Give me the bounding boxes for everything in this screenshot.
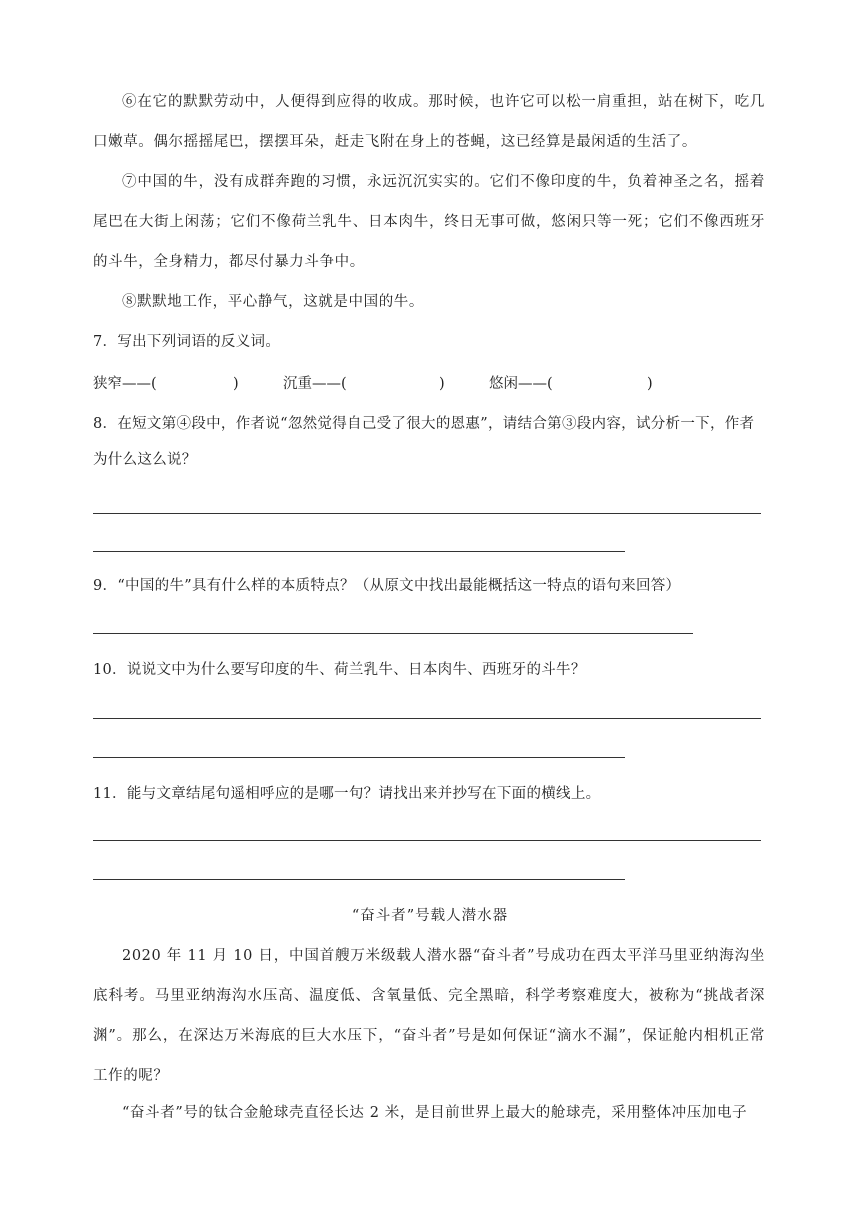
- answer-line: [93, 879, 625, 880]
- antonym-1-label: 狭窄——(: [93, 376, 157, 392]
- paragraph-6: ⑥在它的默默劳动中，人便得到应得的收成。那时候，也许它可以松一肩重担，站在树下，吃几口嫩草。偶尔摇摇尾巴，摆摆耳朵，赶走飞附在身上的苍蝇，这已经算是最闲适的生活了。: [93, 94, 765, 150]
- antonym-3-label: 悠闲——(: [489, 376, 553, 392]
- paragraph-7: ⑦中国的牛，没有成群奔跑的习惯，永远沉沉实实的。它们不像印度的牛，负着神圣之名，摇着尾巴在大街上闲荡；它们不像荷兰乳牛、日本肉牛，终日无事可做，悠闲只等一死；它们不像西班牙的斗牛，全身精力，都尽付暴力斗争中。: [93, 174, 765, 270]
- article-title: “奋斗者”号载人潜水器: [351, 908, 509, 924]
- question-8: 8．在短文第④段中，作者说“忽然觉得自己受了很大的恩惠”，请结合第③段内容，试分析一下，作者为什么这么说？: [93, 416, 755, 468]
- question-7: 7．写出下列词语的反义词。: [93, 334, 281, 350]
- question-10: 10．说说文中为什么要写印度的牛、荷兰乳牛、日本肉牛、西班牙的斗牛？: [93, 662, 586, 678]
- answer-line: [93, 718, 761, 719]
- article-paragraph-2: “奋斗者”号的钛合金舱球壳直径长达 2 米，是目前世界上最大的舱球壳，采用整体冲压加电子: [122, 1105, 748, 1121]
- antonym-2-close: ): [439, 376, 445, 392]
- antonym-3-close: ): [647, 376, 653, 392]
- answer-line: [93, 757, 625, 758]
- question-9: 9．“中国的牛”具有什么样的本质特点？（从原文中找出最能概括这一特点的语句来回答）: [93, 578, 681, 594]
- answer-line: [93, 840, 761, 841]
- paragraph-8: ⑧默默地工作，平心静气，这就是中国的牛。: [122, 294, 424, 310]
- antonym-2-label: 沉重——(: [283, 376, 347, 392]
- antonym-1-close: ): [233, 376, 239, 392]
- question-11: 11．能与文章结尾句遥相呼应的是哪一句？请找出来并抄写在下面的横线上。: [93, 786, 601, 802]
- answer-line: [93, 513, 761, 514]
- answer-line: [93, 551, 625, 552]
- article-paragraph-1: 2020 年 11 月 10 日，中国首艘万米级载人潜水器“奋斗者”号成功在西太平洋马里亚纳海沟坐底科考。马里亚纳海沟水压高、温度低、含氧量低、完全黑暗，科学考察难度大，被称为“挑战者深渊”。那么，在深达万米海底的巨大水压下，“奋斗者”号是如何保证“滴水不漏”，保证舱内相机正常工作的呢？: [93, 948, 765, 1084]
- answer-line: [93, 633, 693, 634]
